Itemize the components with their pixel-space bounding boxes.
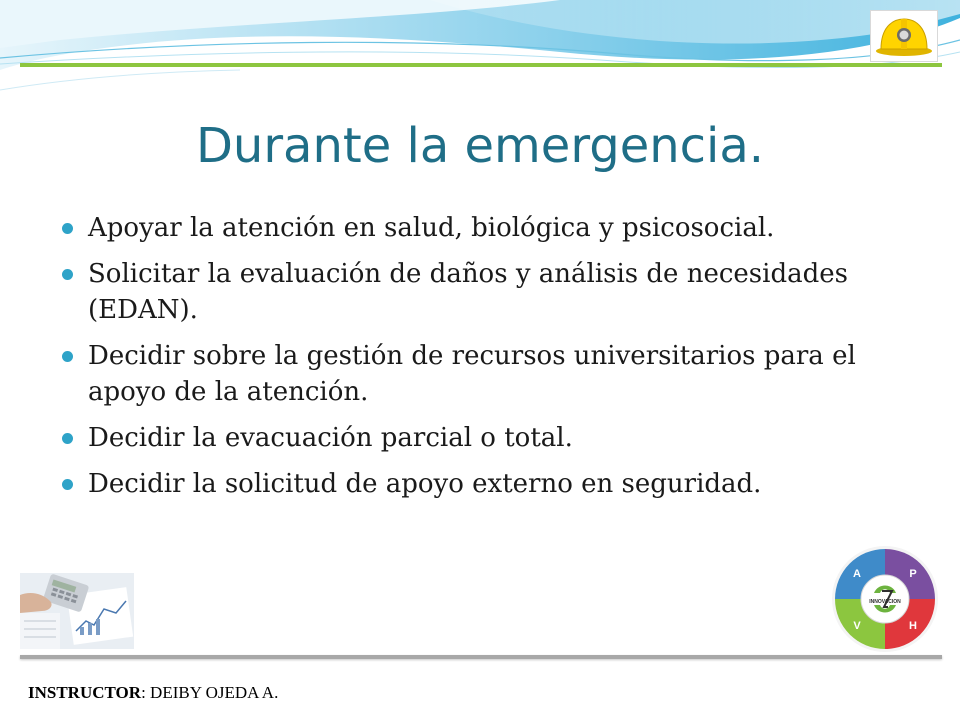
bullet-marker-icon (62, 433, 73, 444)
phva-quadrant-a: A (853, 568, 861, 580)
phva-quadrant-p: P (909, 568, 917, 580)
calculator-finance-photo (20, 573, 134, 649)
bullet-text: Solicitar la evaluación de daños y análisis de necesidades (EDAN). (88, 259, 848, 325)
phva-quadrant-h: H (909, 620, 917, 632)
bullet-text: Decidir la evacuación parcial o total. (88, 423, 573, 453)
slide-title: Durante la emergencia. (195, 118, 765, 174)
bullet-item (60, 210, 920, 246)
phva-quadrant-v: V (853, 620, 861, 632)
bullet-text: Decidir la solicitud de apoyo externo en seguridad. (88, 469, 762, 499)
phva-cycle-logo (830, 545, 940, 653)
bullet-text: Apoyar la atención en salud, biológica y psicosocial. (88, 213, 775, 243)
phva-center-label: INNOVACION (869, 599, 901, 605)
instructor-label: INSTRUCTOR (28, 683, 142, 702)
bullet-item (60, 338, 920, 410)
bullet-marker-icon (62, 223, 73, 234)
bullet-item (60, 420, 920, 456)
footer-divider (20, 655, 942, 659)
bullet-item (60, 256, 920, 328)
header-divider (20, 63, 942, 67)
header-wave-decoration (0, 0, 960, 110)
bullet-marker-icon (62, 269, 73, 280)
bullet-list (60, 210, 920, 512)
instructor-name: DEIBY OJEDA A. (150, 683, 279, 702)
instructor-separator: : (141, 683, 151, 702)
bullet-marker-icon (62, 479, 73, 490)
helmet-logo (870, 10, 938, 62)
instructor-credit (28, 683, 278, 703)
bullet-text: Decidir sobre la gestión de recursos universitarios para el apoyo de la atención. (88, 341, 856, 407)
bullet-item (60, 466, 920, 502)
safety-helmet-icon (871, 11, 937, 61)
bullet-marker-icon (62, 351, 73, 362)
